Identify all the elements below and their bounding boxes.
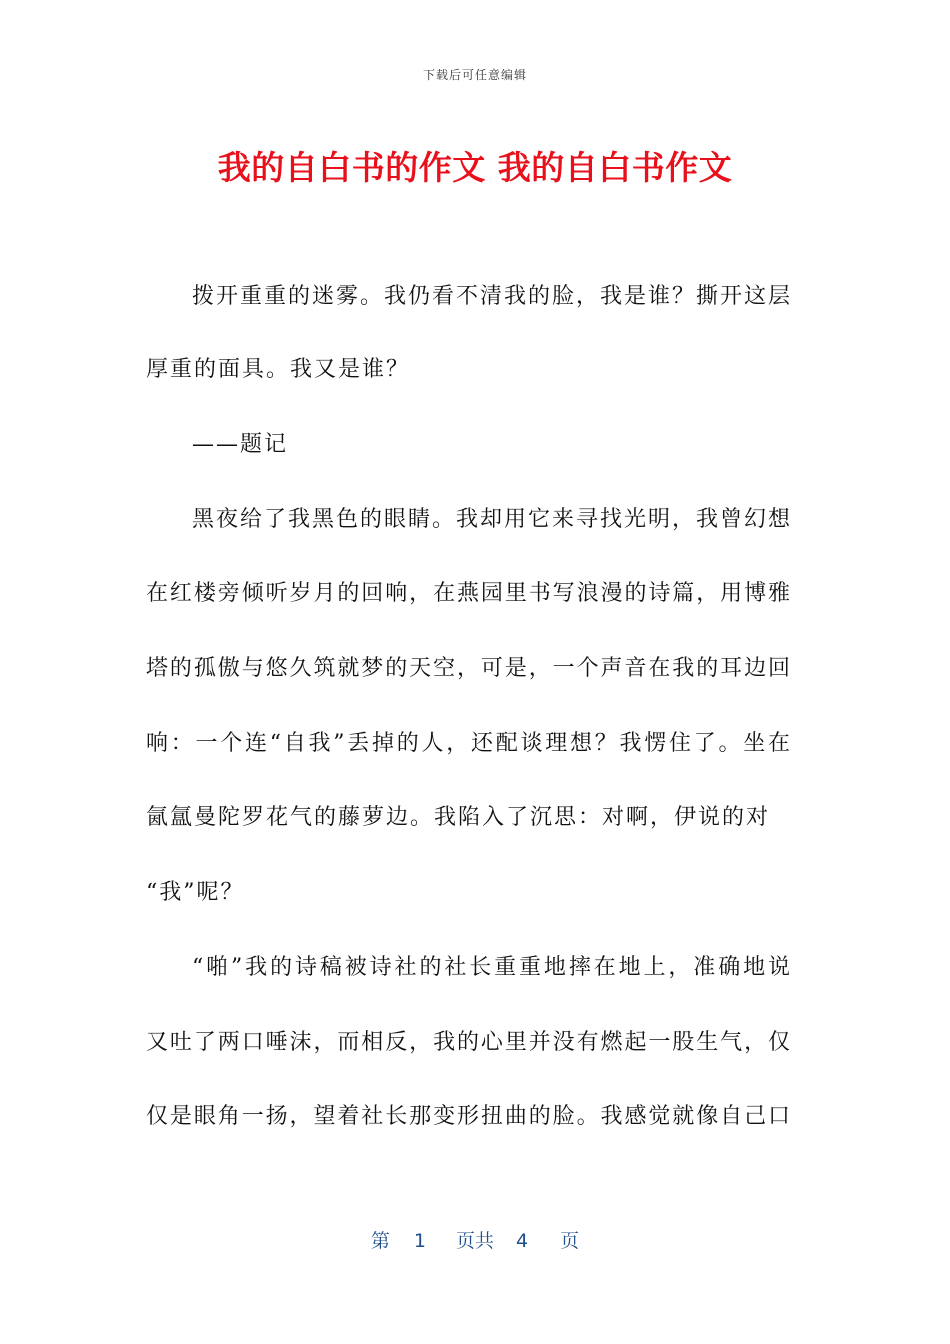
total-page-count: 4 (516, 1230, 529, 1252)
paragraph-line: 塔的孤傲与悠久筑就梦的天空，可是，一个声音在我的耳边回 (146, 656, 790, 681)
footer-suffix: 页 (560, 1230, 580, 1252)
paragraph-line: 响：一个连“自我”丢掉的人，还配谈理想？我愣住了。坐在 (146, 731, 790, 756)
paragraph-line: “我”呢？ (146, 880, 245, 905)
footer-middle: 页共 (455, 1230, 494, 1252)
paragraph-line: 在红楼旁倾听岁月的回响，在燕园里书写浪漫的诗篇，用博雅 (146, 581, 790, 606)
page-number-footer (0, 1226, 950, 1253)
footer-prefix: 第 (370, 1230, 390, 1252)
paragraph-line: 厚重的面具。我又是谁？ (146, 357, 411, 382)
paragraph-line: 氤氲曼陀罗花气的藤萝边。我陷入了沉思：对啊，伊说的对 (146, 805, 771, 830)
paragraph-line: 拨开重重的迷雾。我仍看不清我的脸，我是谁？撕开这层 (192, 284, 790, 309)
document-title: 我的自白书的作文 我的自白书作文 (217, 148, 733, 187)
download-note: 下载后可任意编辑 (422, 68, 527, 82)
epigraph-attribution: ——题记 (192, 432, 289, 457)
paragraph-line: “啪”我的诗稿被诗社的社长重重地摔在地上，准确地说 (192, 955, 790, 980)
paragraph-line: 仅是眼角一扬，望着社长那变形扭曲的脸。我感觉就像自己口 (146, 1104, 790, 1129)
current-page-number: 1 (413, 1230, 426, 1252)
paragraph-line: 黑夜给了我黑色的眼睛。我却用它来寻找光明，我曾幻想 (192, 507, 790, 532)
paragraph-line: 又吐了两口唾沫，而相反，我的心里并没有燃起一股生气，仅 (146, 1030, 790, 1055)
